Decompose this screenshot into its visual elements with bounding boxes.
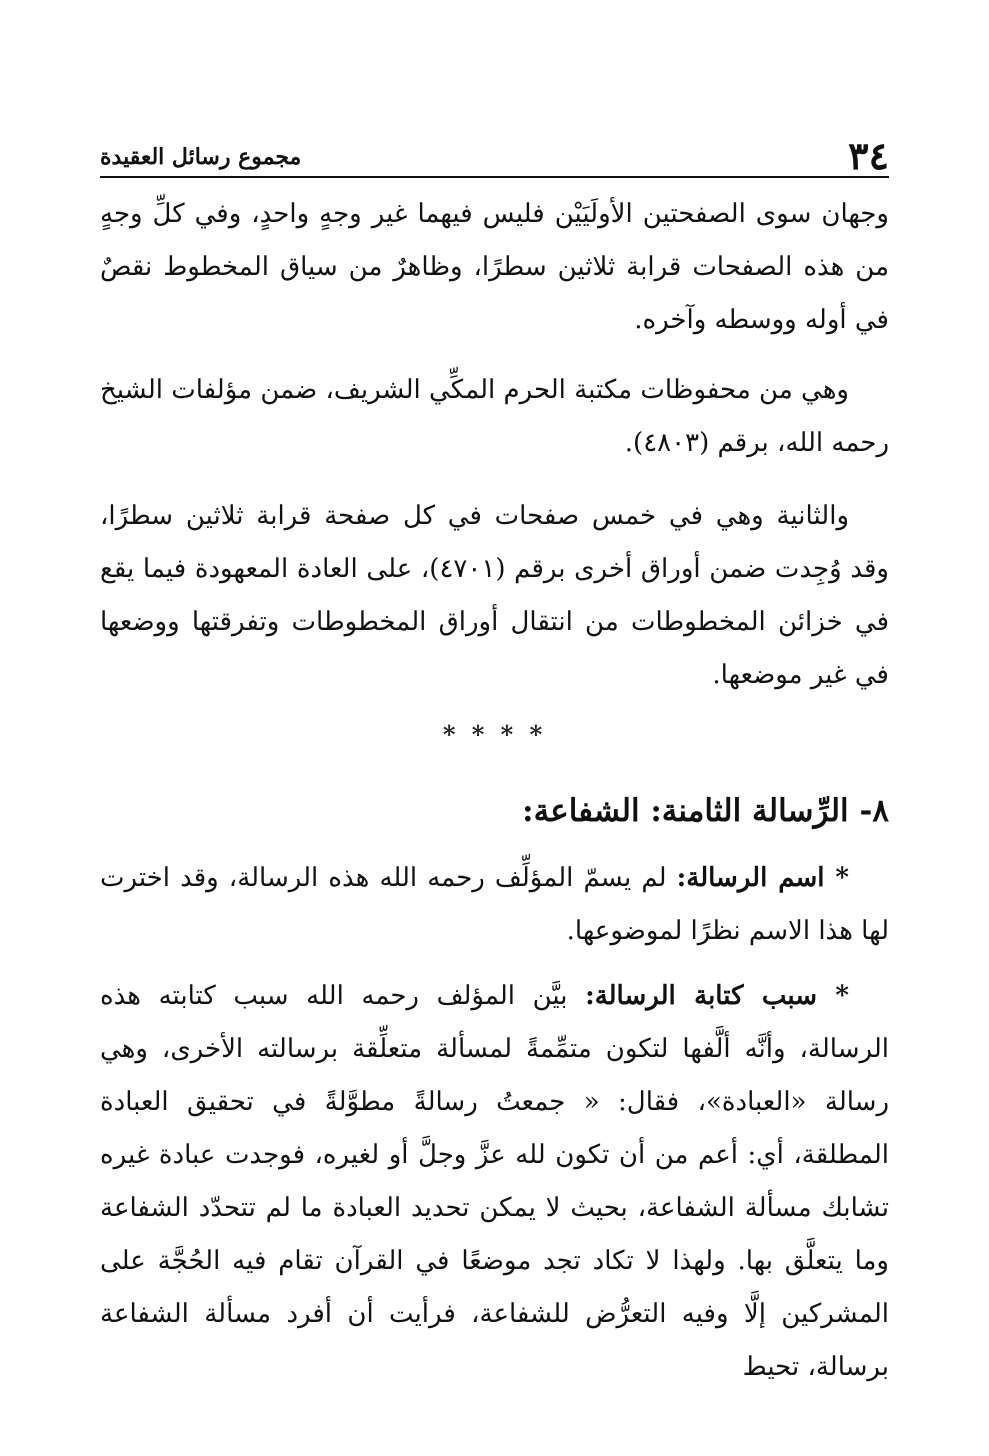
treatise-name-label: * اسم الرسالة: <box>676 863 850 893</box>
writing-reason-text: بيَّن المؤلف رحمه الله سبب كتابته هذه الرسالة، وأنَّه ألَّفها لتكون متمِّمةً لمسألة متعلِّقة برسالته الأخرى، وهي رسالة «العبادة»، فقال: « جمعتُ رسالةً مطوَّلةً في تحقيق العبادة المطلقة، أي: أعم من أن تكون لله عزَّ وجلَّ أو لغيره، فوجدت عبادة غيره تشابك مسألة الشفاعة، بحيث لا يمكن تحديد العبادة ما لم تتحدّد الشفاعة وما يتعلَّق بها. ولهذا لا تكاد تجد موضعًا في القرآن تقام فيه الحُجَّة على المشركين إلَّا وفيه التعرُّض للشفاعة، فرأيت أن أفرد مسألة الشفاعة برسالة، تحيط <box>100 981 889 1382</box>
section-heading: ٨- الرِّسالة الثامنة: الشفاعة: <box>522 793 889 829</box>
paragraph-second-copy: والثانية وهي في خمس صفحات في كل صفحة قرابة ثلاثين سطرًا، وقد وُجِدت ضمن أوراق أخرى برقم (٤٧٠١)، على العادة المعهودة فيما يقع في خزائن المخطوطات من انتقال أوراق المخطوطات وتفرقتها ووضعها في غير موضعها. <box>100 501 889 690</box>
writing-reason-label: * سبب كتابة الرسالة: <box>585 981 849 1011</box>
paragraph-treatise-name <box>100 852 889 958</box>
treatise-name-text: لم يسمّ المؤلِّف رحمه الله هذه الرسالة، وقد اخترت لها هذا الاسم نظرًا لموضوعها. <box>100 863 889 946</box>
paragraph-manuscript-description: وجهان سوى الصفحتين الأولَيَيْن فليس فيهما غير وجهٍ واحدٍ، وفي كلِّ وجهٍ من هذه الصفحات قرابة ثلاثين سطرًا، وظاهرٌ من سياق المخطوط نقصٌ في أوله ووسطه وآخره. <box>100 199 890 335</box>
page-number: ٣٤ <box>848 133 889 178</box>
section-separator: * * * * <box>442 720 547 749</box>
page-header <box>100 130 889 178</box>
running-title: مجموع رسائل العقيدة <box>100 144 302 170</box>
paragraph-manuscript-location: وهي من محفوظات مكتبة الحرم المكِّي الشريف، ضمن مؤلفات الشيخ رحمه الله، برقم (٤٨٠٣). <box>100 375 889 458</box>
paragraph-writing-reason <box>100 970 889 1394</box>
